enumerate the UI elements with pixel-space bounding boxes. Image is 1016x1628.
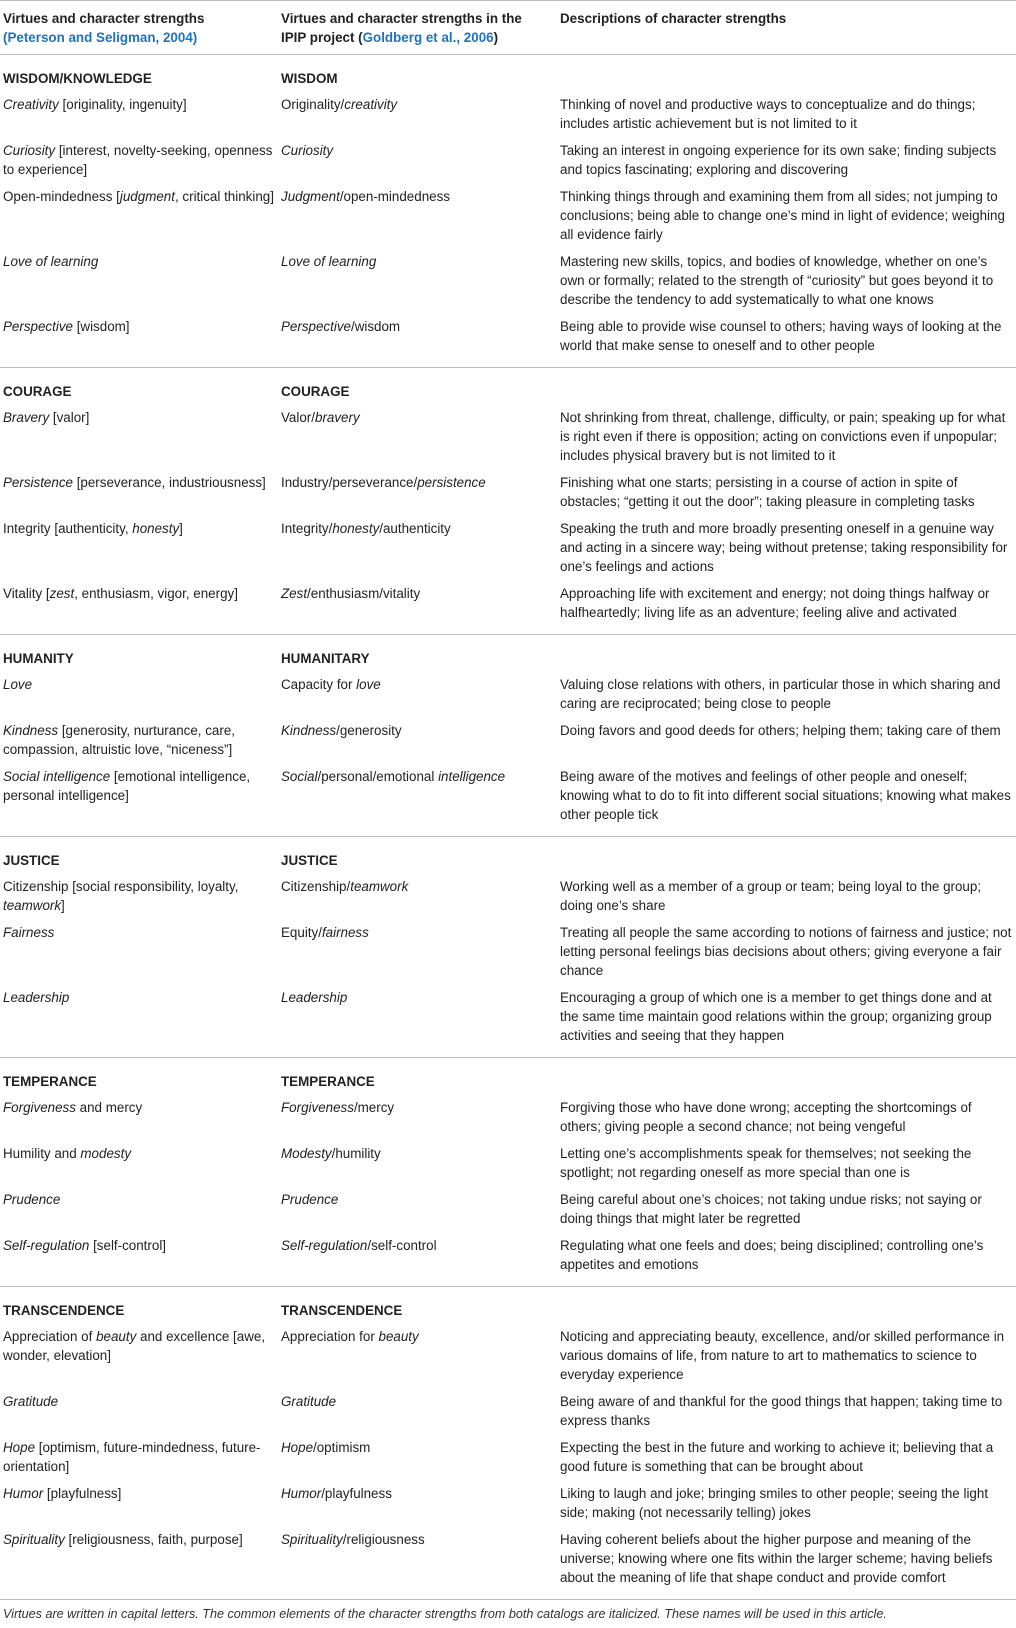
text-segment: [playfulness]: [43, 1486, 121, 1501]
strength-description: Liking to laugh and joke; bringing smiles to other people; seeing the light side; making (not necessarily telling) jokes: [557, 1481, 1016, 1527]
virtue-empty-cell: [557, 368, 1016, 406]
strength-row: [0, 1481, 1016, 1527]
text-segment: Capacity for: [281, 677, 356, 692]
italic-segment: beauty: [379, 1329, 419, 1344]
italic-segment: intelligence: [438, 769, 505, 784]
text-segment: /self-control: [367, 1238, 436, 1253]
text-segment: Appreciation for: [281, 1329, 379, 1344]
strength-ipip: [278, 718, 557, 764]
strength-ipip: [278, 470, 557, 516]
strength-row: [0, 718, 1016, 764]
virtue-empty-cell: [557, 635, 1016, 673]
text-segment: /religiousness: [343, 1532, 425, 1547]
strength-description: Being aware of and thankful for the good things that happen; taking time to express thanks: [557, 1389, 1016, 1435]
strength-peterson-seligman: [0, 672, 278, 718]
virtue-peterson-seligman: JUSTICE: [0, 837, 278, 875]
header-col1-title: Virtues and character strengths: [3, 11, 204, 26]
italic-segment: honesty: [332, 521, 379, 536]
strength-peterson-seligman: [0, 249, 278, 314]
italic-segment: creativity: [344, 97, 397, 112]
header-col2-prefix: IPIP project (: [281, 30, 363, 45]
text-segment: Equity/: [281, 925, 322, 940]
strength-ipip: [278, 1324, 557, 1389]
strength-description: Being careful about one’s choices; not taking undue risks; not saying or doing things that might later be regretted: [557, 1187, 1016, 1233]
header-col-descriptions: [557, 1, 1016, 55]
strength-description: Doing favors and good deeds for others; helping them; taking care of them: [557, 718, 1016, 764]
virtue-peterson-seligman: HUMANITY: [0, 635, 278, 673]
virtue-empty-cell: [557, 837, 1016, 875]
strength-description: Finishing what one starts; persisting in a course of action in spite of obstacles; “getting it out the door”; taking pleasure in completing tasks: [557, 470, 1016, 516]
strength-ipip: [278, 1095, 557, 1141]
text-segment: [emotional intelligence, personal intelligence]: [3, 769, 250, 803]
strength-row: [0, 92, 1016, 138]
strength-ipip: [278, 1233, 557, 1287]
strength-row: [0, 516, 1016, 581]
italic-segment: Gratitude: [281, 1394, 336, 1409]
strength-description: Valuing close relations with others, in particular those in which sharing and caring are reciprocated; being close to people: [557, 672, 1016, 718]
italic-segment: Kindness: [3, 723, 58, 738]
table-header-row: [0, 1, 1016, 55]
virtue-ipip: HUMANITARY: [278, 635, 557, 673]
table-body: [0, 55, 1016, 1600]
strength-ipip: [278, 184, 557, 249]
table-footnote: Virtues are written in capital letters. The common elements of the character strengths from both catalogs are italicized. These names will be used in this article.: [0, 1600, 1016, 1628]
italic-segment: Love: [3, 677, 32, 692]
italic-segment: Bravery: [3, 410, 49, 425]
virtue-peterson-seligman: WISDOM/KNOWLEDGE: [0, 55, 278, 93]
strength-ipip: [278, 672, 557, 718]
virtue-peterson-seligman: TRANSCENDENCE: [0, 1287, 278, 1325]
strength-ipip: [278, 1435, 557, 1481]
strength-peterson-seligman: [0, 405, 278, 470]
strength-peterson-seligman: [0, 920, 278, 985]
text-segment: [wisdom]: [73, 319, 130, 334]
text-segment: ]: [179, 521, 183, 536]
virtue-empty-cell: [557, 1058, 1016, 1096]
italic-segment: Forgiveness: [281, 1100, 354, 1115]
italic-segment: beauty: [96, 1329, 136, 1344]
strength-peterson-seligman: [0, 1435, 278, 1481]
italic-segment: zest: [50, 586, 75, 601]
text-segment: Industry/perseverance/: [281, 475, 417, 490]
strength-description: Expecting the best in the future and working to achieve it; believing that a good future is something that can be brought about: [557, 1435, 1016, 1481]
italic-segment: Gratitude: [3, 1394, 58, 1409]
strength-ipip: [278, 985, 557, 1058]
strength-peterson-seligman: [0, 985, 278, 1058]
strength-row: [0, 1324, 1016, 1389]
strength-ipip: [278, 764, 557, 837]
text-segment: , enthusiasm, vigor, energy]: [74, 586, 238, 601]
strength-row: [0, 1187, 1016, 1233]
strength-ipip: [278, 1481, 557, 1527]
italic-segment: Hope: [281, 1440, 313, 1455]
strength-ipip: [278, 1389, 557, 1435]
strength-description: Having coherent beliefs about the higher purpose and meaning of the universe; knowing where one fits within the larger scheme; having beliefs about the meaning of life that shape conduct and provide comfort: [557, 1527, 1016, 1600]
text-segment: Integrity [authenticity,: [3, 521, 132, 536]
strength-ipip: [278, 874, 557, 920]
text-segment: [perseverance, industriousness]: [73, 475, 266, 490]
text-segment: [originality, ingenuity]: [59, 97, 187, 112]
text-segment: Integrity/: [281, 521, 332, 536]
text-segment: /open-mindedness: [340, 189, 450, 204]
strength-row: [0, 138, 1016, 184]
virtue-ipip: COURAGE: [278, 368, 557, 406]
strength-description: Letting one’s accomplishments speak for themselves; not seeking the spotlight; not regarding oneself as more special than one is: [557, 1141, 1016, 1187]
strength-description: Working well as a member of a group or team; being loyal to the group; doing one’s share: [557, 874, 1016, 920]
strength-row: [0, 672, 1016, 718]
virtue-ipip: TEMPERANCE: [278, 1058, 557, 1096]
text-segment: Vitality [: [3, 586, 50, 601]
italic-segment: teamwork: [3, 898, 61, 913]
strength-peterson-seligman: [0, 1481, 278, 1527]
strength-row: [0, 874, 1016, 920]
citation-link-peterson-seligman[interactable]: (Peterson and Seligman, 2004): [3, 30, 197, 45]
italic-segment: Spirituality: [3, 1532, 65, 1547]
italic-segment: Modesty: [281, 1146, 332, 1161]
strength-peterson-seligman: [0, 1141, 278, 1187]
italic-segment: Prudence: [281, 1192, 338, 1207]
header-col-peterson-seligman: [0, 1, 278, 55]
italic-segment: Fairness: [3, 925, 54, 940]
italic-segment: Perspective: [3, 319, 73, 334]
strength-row: [0, 405, 1016, 470]
virtue-row: [0, 1287, 1016, 1325]
strength-peterson-seligman: [0, 1187, 278, 1233]
italic-segment: Creativity: [3, 97, 59, 112]
text-segment: Citizenship [social responsibility, loyalty,: [3, 879, 238, 894]
text-segment: [religiousness, faith, purpose]: [65, 1532, 243, 1547]
text-segment: [self-control]: [89, 1238, 166, 1253]
strength-peterson-seligman: [0, 1095, 278, 1141]
italic-segment: Self-regulation: [3, 1238, 89, 1253]
italic-segment: Hope: [3, 1440, 35, 1455]
strength-description: Being able to provide wise counsel to others; having ways of looking at the world that make sense to oneself and to other people: [557, 314, 1016, 368]
text-segment: Originality/: [281, 97, 344, 112]
strength-ipip: [278, 92, 557, 138]
citation-link-goldberg[interactable]: Goldberg et al., 2006: [363, 30, 494, 45]
text-segment: Humility and: [3, 1146, 80, 1161]
text-segment: Open-mindedness [: [3, 189, 120, 204]
strength-peterson-seligman: [0, 874, 278, 920]
strength-ipip: [278, 581, 557, 635]
text-segment: and excellence [awe, wonder, elevation]: [3, 1329, 265, 1363]
italic-segment: Perspective: [281, 319, 351, 334]
virtue-ipip: WISDOM: [278, 55, 557, 93]
strength-row: [0, 581, 1016, 635]
text-segment: /optimism: [313, 1440, 370, 1455]
strength-description: Treating all people the same according to notions of fairness and justice; not letting personal feelings bias decisions about others; giving everyone a fair chance: [557, 920, 1016, 985]
virtue-ipip: JUSTICE: [278, 837, 557, 875]
italic-segment: persistence: [417, 475, 485, 490]
header-col-ipip: [278, 1, 557, 55]
strength-description: Encouraging a group of which one is a member to get things done and at the same time maintain good relations within the group; organizing group activities and seeing that they happen: [557, 985, 1016, 1058]
italic-segment: Zest: [281, 586, 307, 601]
virtue-row: [0, 55, 1016, 93]
strength-ipip: [278, 516, 557, 581]
strength-row: [0, 249, 1016, 314]
header-col3-title: Descriptions of character strengths: [560, 11, 786, 26]
italic-segment: Love of learning: [281, 254, 376, 269]
strength-peterson-seligman: [0, 314, 278, 368]
strength-description: Regulating what one feels and does; being disciplined; controlling one’s appetites and emotions: [557, 1233, 1016, 1287]
strength-row: [0, 1435, 1016, 1481]
header-col2-suffix: ): [494, 30, 498, 45]
strength-ipip: [278, 1527, 557, 1600]
italic-segment: Curiosity: [3, 143, 55, 158]
italic-segment: Social intelligence: [3, 769, 110, 784]
strength-peterson-seligman: [0, 764, 278, 837]
strength-row: [0, 184, 1016, 249]
italic-segment: Social: [281, 769, 317, 784]
italic-segment: bravery: [315, 410, 360, 425]
strength-peterson-seligman: [0, 92, 278, 138]
virtue-row: [0, 837, 1016, 875]
text-segment: /generosity: [336, 723, 402, 738]
strength-peterson-seligman: [0, 718, 278, 764]
text-segment: /enthusiasm/vitality: [307, 586, 420, 601]
virtue-empty-cell: [557, 1287, 1016, 1325]
strength-row: [0, 1233, 1016, 1287]
italic-segment: Love of learning: [3, 254, 98, 269]
virtue-row: [0, 635, 1016, 673]
italic-segment: love: [356, 677, 381, 692]
strength-row: [0, 764, 1016, 837]
strength-peterson-seligman: [0, 138, 278, 184]
italic-segment: Persistence: [3, 475, 73, 490]
strength-description: Mastering new skills, topics, and bodies of knowledge, whether on one’s own or formally; related to the strength of “curiosity” but goes beyond it to describe the tendency to add systematically to what one knows: [557, 249, 1016, 314]
strength-description: Not shrinking from threat, challenge, difficulty, or pain; speaking up for what is right even if there is opposition; acting on convictions even if unpopular; includes physical bravery but is not limited to it: [557, 405, 1016, 470]
text-segment: [interest, novelty-seeking, openness to experience]: [3, 143, 272, 177]
text-segment: Valor/: [281, 410, 315, 425]
italic-segment: Leadership: [281, 990, 347, 1005]
strength-row: [0, 1141, 1016, 1187]
strength-ipip: [278, 405, 557, 470]
strength-description: Forgiving those who have done wrong; accepting the shortcomings of others; giving people a second chance; not being vengeful: [557, 1095, 1016, 1141]
text-segment: /playfulness: [321, 1486, 392, 1501]
strength-peterson-seligman: [0, 1527, 278, 1600]
italic-segment: teamwork: [350, 879, 408, 894]
text-segment: and mercy: [76, 1100, 142, 1115]
strength-row: [0, 314, 1016, 368]
strength-peterson-seligman: [0, 1389, 278, 1435]
strength-peterson-seligman: [0, 581, 278, 635]
italic-segment: Judgment: [281, 189, 340, 204]
strength-ipip: [278, 249, 557, 314]
virtue-row: [0, 1058, 1016, 1096]
strength-description: Noticing and appreciating beauty, excellence, and/or skilled performance in various domains of life, from nature to art to mathematics to science to everyday experience: [557, 1324, 1016, 1389]
strength-description: Being aware of the motives and feelings of other people and oneself; knowing what to do to fit into different social situations; knowing what makes other people tick: [557, 764, 1016, 837]
text-segment: [optimism, future-mindedness, future-orientation]: [3, 1440, 261, 1474]
strength-row: [0, 1389, 1016, 1435]
strength-description: Speaking the truth and more broadly presenting oneself in a genuine way and acting in a sincere way; being without pretense; taking responsibility for one’s feelings and actions: [557, 516, 1016, 581]
strength-peterson-seligman: [0, 1324, 278, 1389]
italic-segment: Kindness: [281, 723, 336, 738]
italic-segment: Curiosity: [281, 143, 333, 158]
strength-row: [0, 470, 1016, 516]
text-segment: /wisdom: [351, 319, 400, 334]
italic-segment: judgment: [120, 189, 175, 204]
text-segment: Appreciation of: [3, 1329, 96, 1344]
strength-description: Thinking of novel and productive ways to conceptualize and do things; includes artistic achievement but is not limited to it: [557, 92, 1016, 138]
text-segment: /mercy: [354, 1100, 394, 1115]
virtue-peterson-seligman: COURAGE: [0, 368, 278, 406]
virtue-ipip: TRANSCENDENCE: [278, 1287, 557, 1325]
text-segment: , critical thinking]: [175, 189, 274, 204]
strength-ipip: [278, 138, 557, 184]
italic-segment: Leadership: [3, 990, 69, 1005]
text-segment: [generosity, nurturance, care, compassion, altruistic love, “niceness”]: [3, 723, 235, 757]
italic-segment: fairness: [322, 925, 369, 940]
virtue-row: [0, 368, 1016, 406]
strength-ipip: [278, 1187, 557, 1233]
strength-ipip: [278, 1141, 557, 1187]
strength-description: Approaching life with excitement and energy; not doing things halfway or halfheartedly; living life as an adventure; feeling alive and activated: [557, 581, 1016, 635]
strength-row: [0, 985, 1016, 1058]
italic-segment: Forgiveness: [3, 1100, 76, 1115]
header-col2-title: Virtues and character strengths in the: [281, 11, 522, 26]
text-segment: ]: [61, 898, 65, 913]
strength-ipip: [278, 314, 557, 368]
virtue-peterson-seligman: TEMPERANCE: [0, 1058, 278, 1096]
strength-peterson-seligman: [0, 184, 278, 249]
italic-segment: Self-regulation: [281, 1238, 367, 1253]
strength-peterson-seligman: [0, 516, 278, 581]
italic-segment: Humor: [3, 1486, 43, 1501]
table-footnote-row: [0, 1600, 1016, 1628]
text-segment: /authenticity: [379, 521, 450, 536]
italic-segment: Prudence: [3, 1192, 60, 1207]
text-segment: /personal/emotional: [317, 769, 438, 784]
italic-segment: Spirituality: [281, 1532, 343, 1547]
strength-ipip: [278, 920, 557, 985]
italic-segment: honesty: [132, 521, 179, 536]
virtue-empty-cell: [557, 55, 1016, 93]
italic-segment: modesty: [80, 1146, 131, 1161]
strength-row: [0, 920, 1016, 985]
text-segment: [valor]: [49, 410, 89, 425]
strength-description: Taking an interest in ongoing experience for its own sake; finding subjects and topics fascinating; exploring and discovering: [557, 138, 1016, 184]
strength-peterson-seligman: [0, 1233, 278, 1287]
italic-segment: Humor: [281, 1486, 321, 1501]
text-segment: /humility: [332, 1146, 381, 1161]
strength-description: Thinking things through and examining them from all sides; not jumping to conclusions; being able to change one’s mind in light of evidence; weighing all evidence fairly: [557, 184, 1016, 249]
strength-row: [0, 1095, 1016, 1141]
strength-row: [0, 1527, 1016, 1600]
strength-peterson-seligman: [0, 470, 278, 516]
text-segment: Citizenship/: [281, 879, 350, 894]
